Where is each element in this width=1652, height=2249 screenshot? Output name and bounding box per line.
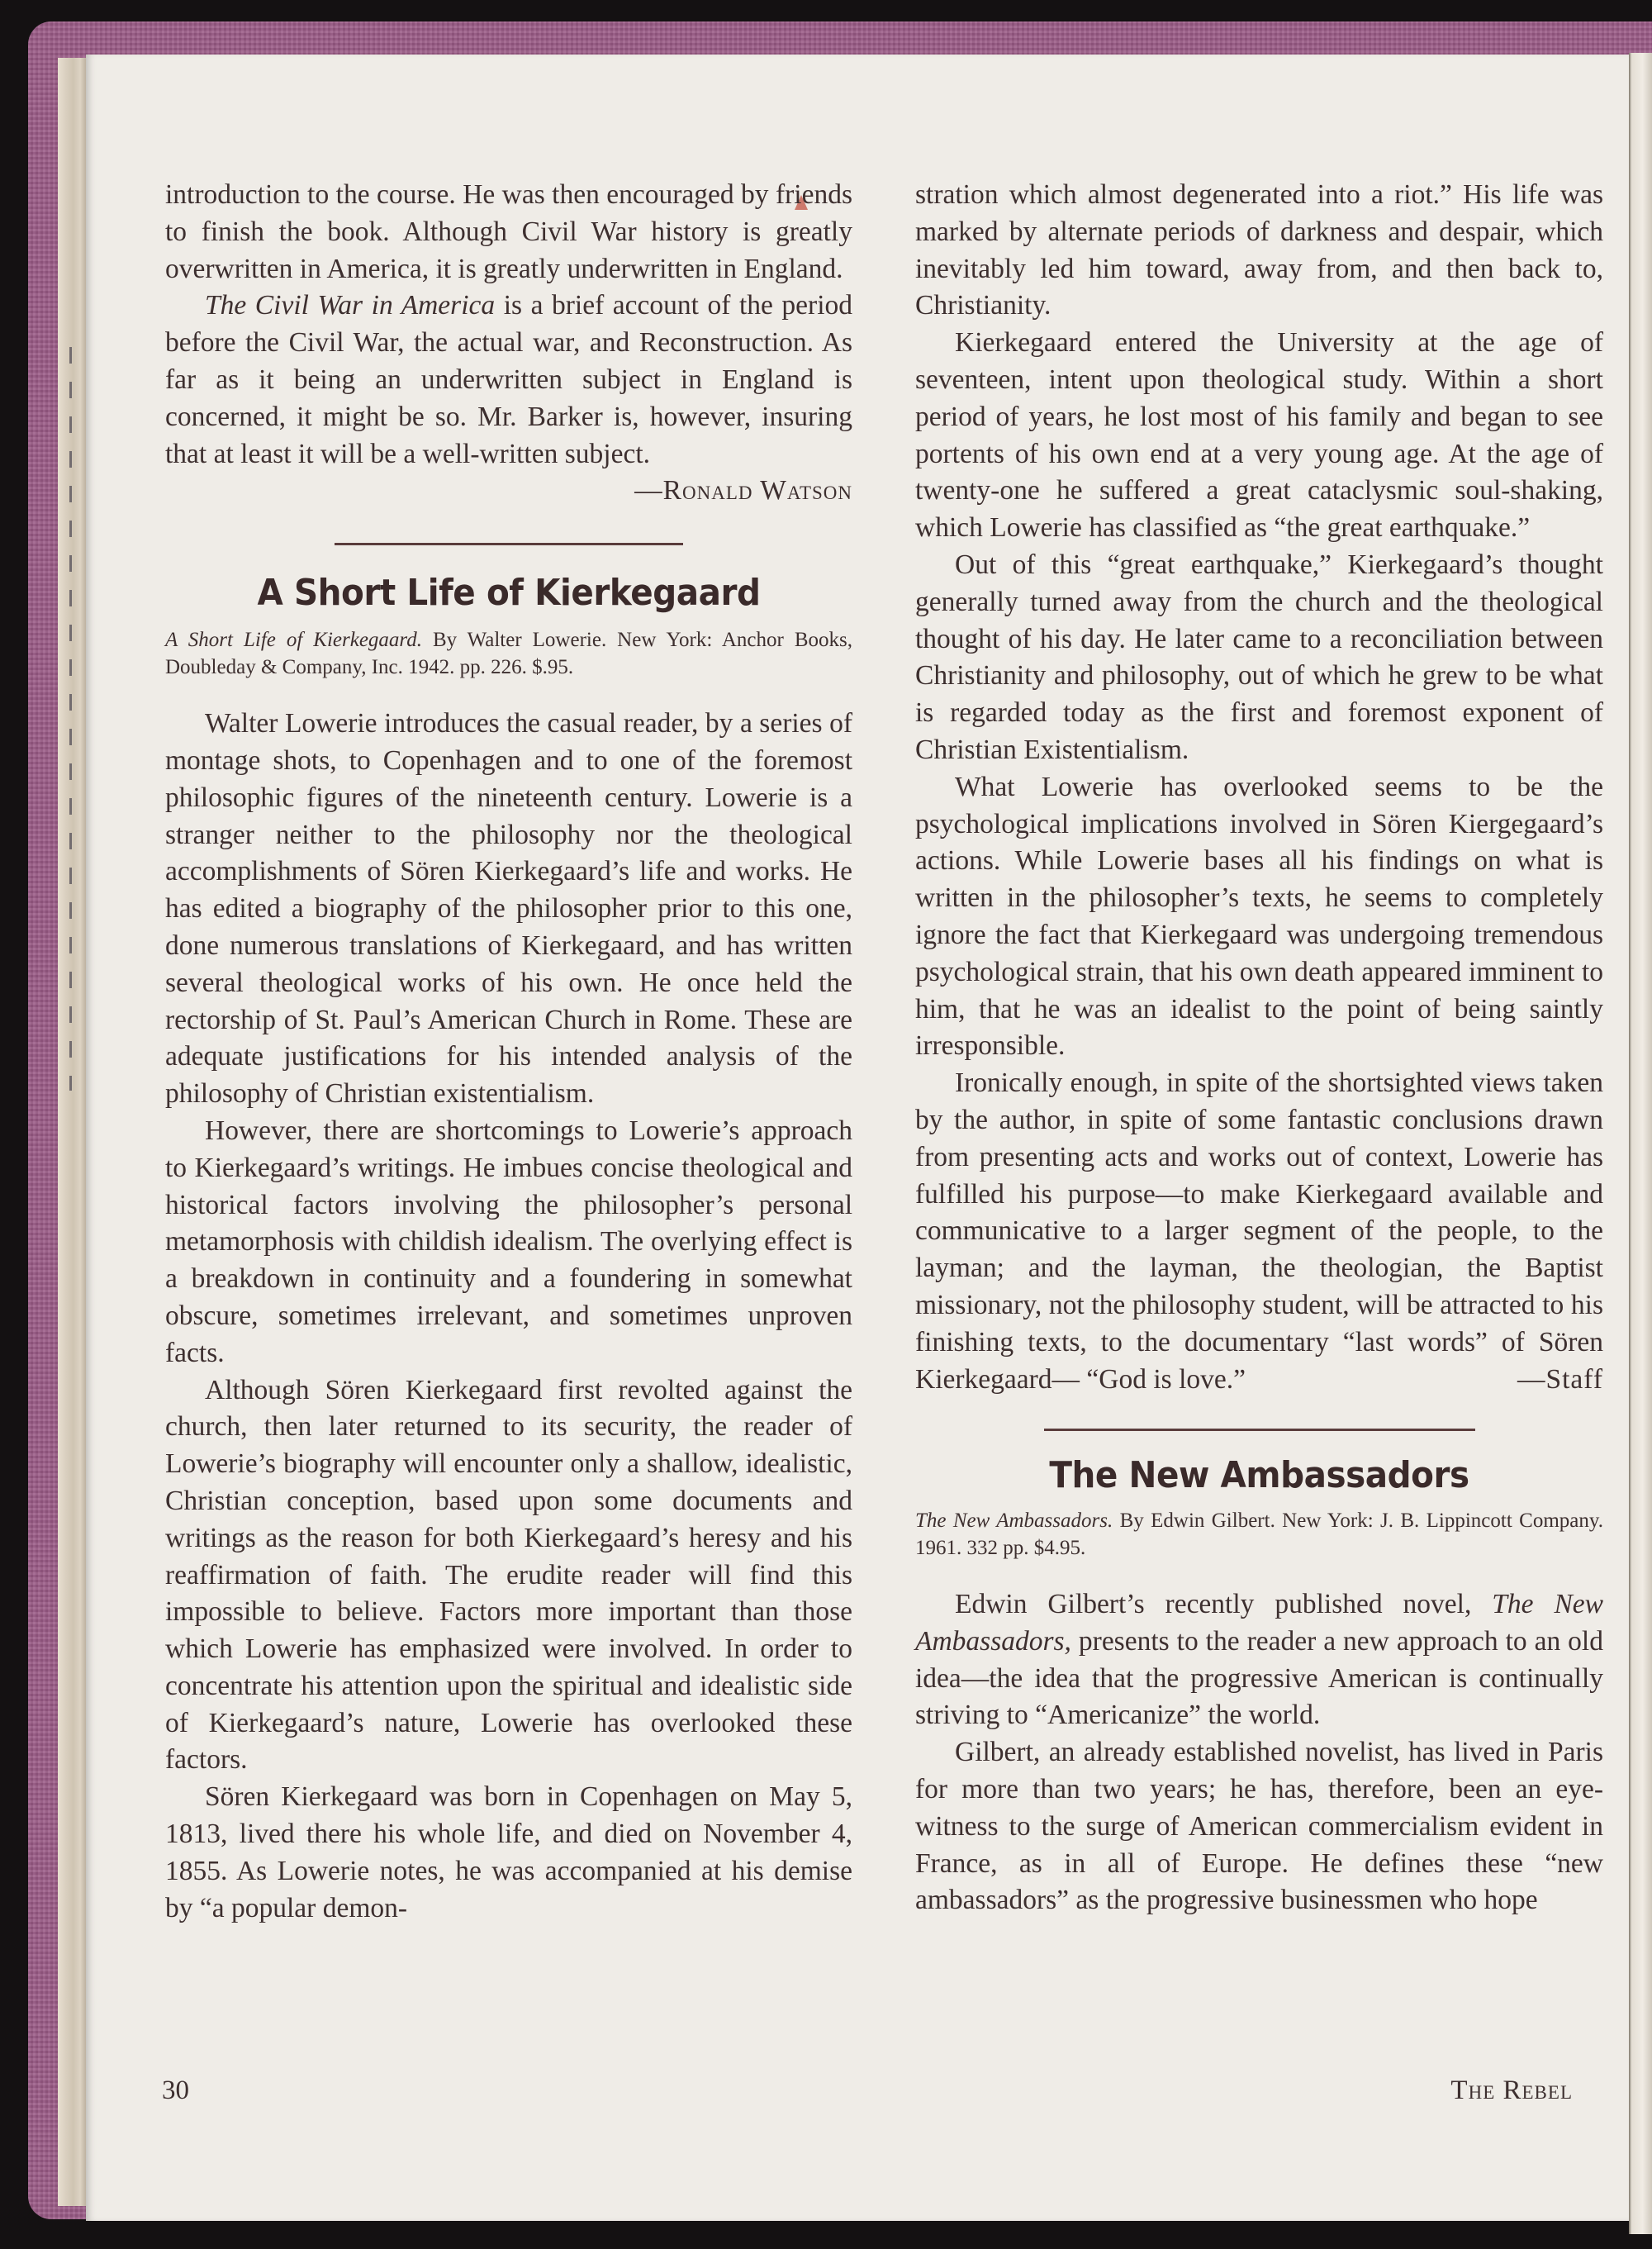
book-title-italic: The Civil War in America xyxy=(205,290,496,321)
paragraph: However, there are shortcomings to Lowerie’s approach to Kierkegaard’s writings. He imbues concise theological and historical factors involving the philosopher’s personal metamorphosis with childish idealism. The overlying effect is a breakdown in continuity and a foundering in somewhat obscure, sometimes irrelevant, and sometimes unproven facts. xyxy=(165,1115,852,1368)
review-title: The New Ambassadors xyxy=(1049,1454,1469,1497)
book-citation xyxy=(165,626,852,681)
citation-title: A Short Life of Kierkegaard. xyxy=(165,629,422,652)
citation-title: The New Ambassadors. xyxy=(915,1510,1113,1533)
citation-details: By Edwin Gilbert. New York: J. B. Lippincott Company. 1961. 332 pp. $4.95. xyxy=(915,1510,1603,1560)
paragraph: stration which almost degenerated into a riot.” His life was marked by alternate periods of darkness and despair, which inevitably led him toward, away from, and then back to, Christianity. xyxy=(915,179,1603,321)
paragraph xyxy=(165,288,852,473)
paragraph: Kierkegaard entered the University at the age of seventeen, intent upon theological study. Within a short period of years, he lost most of his family and began to see portents of his own end at a very young age. At the age of twenty-one he suffered a great cataclysmic soul-shaking, which Lowerie has classified as “the great earthquake.” xyxy=(915,327,1603,544)
right-column xyxy=(915,177,1603,1919)
paragraph xyxy=(915,1586,1603,1734)
paragraph-text: presents to the reader a new approach to an old idea—the idea that the progressive American is continually striving to “Americanize” the world. xyxy=(915,1625,1603,1731)
paragraph: introduction to the course. He was then encouraged by friends to finish the book. Although Civil War history is greatly overwritten in America, it is greatly underwritten in England. xyxy=(165,179,852,284)
paragraph-text: is a brief account of the period before the Civil War, the actual war, and Reconstruction. As far as it being an underwritten subject in England is concerned, it might be so. Mr. Barker is, however, insuring that at least it will be a well-written subject. xyxy=(165,290,852,469)
left-column xyxy=(165,177,852,1927)
review-title: A Short Life of Kierkegaard xyxy=(257,572,761,615)
paragraph: Walter Lowerie introduces the casual reader, by a series of montage shots, to Copenhagen and to one of the foremost philosophic figures of the nineteenth century. Lowerie is a stranger neither to the philosophy nor the theological accomplishments of Sören Kierkegaard’s life and works. He has edited a biography of the philosopher prior to this one, done numerous translations of Kierkegaard, and has written several theological works of his own. He once held the rectorship of St. Paul’s American Church in Rome. These are adequate justifications for his intended analysis of the philosophy of Christian existentialism. xyxy=(165,708,852,1110)
journal-name: The Rebel xyxy=(1450,2075,1573,2105)
page-stack-edge-left xyxy=(58,58,88,2206)
paragraph-text: Edwin Gilbert’s recently published novel, xyxy=(955,1589,1493,1620)
paragraph: Ironically enough, in spite of the shortsighted views taken by the author, in spite of some fantastic conclusions drawn from presenting acts and works out of context, Lowerie has fulfilled his purpose—to make Kierkegaard available and communicative to a larger segment of the people, to the layman; and the layman, the theologian, the Baptist missionary, not the philosophy student, will be attracted to his finishing texts, to the documentary “last words” of Sören Kierkegaard— “God is love.” xyxy=(915,1067,1603,1395)
paragraph: Gilbert, an already established novelist, has lived in Paris for more than two years; he has, therefore, been an eye-witness to the surge of American commercialism evident in France, as in all of Europe. He defines these “new ambassadors” as the progressive businessmen who hope xyxy=(915,1737,1603,1916)
paragraph: Out of this “great earthquake,” Kierkegaard’s thought generally turned away from the church and the theological thought of his day. He later came to a reconciliation between Christianity and philosophy, out of which he grew to be what is regarded today as the first and foremost exponent of Christian Existentialism. xyxy=(915,549,1603,765)
page-stack-edge-right xyxy=(1629,53,1652,2234)
reviewer-signature: —Ronald Watson xyxy=(634,475,852,506)
book-citation xyxy=(915,1507,1603,1562)
reviewer-signature: —Staff xyxy=(1517,1364,1603,1396)
paragraph: What Lowerie has overlooked seems to be the psychological implications involved in Sören Kiergegaard’s actions. While Lowerie bases all his findings on what is written in the philosopher’s texts, he seems to completely ignore the fact that Kierkegaard was undergoing tremendous psychological strain, that his own death appeared imminent to him, that he was an idealist to the point of being saintly irresponsible. xyxy=(915,771,1603,1062)
book-title-italic: The New Ambassadors, xyxy=(915,1589,1603,1657)
citation-details: By Walter Lowerie. New York: Anchor Books, Doubleday & Company, Inc. 1942. pp. 226. $.95. xyxy=(165,629,852,679)
page-number: 30 xyxy=(162,2075,189,2105)
paragraph: Sören Kierkegaard was born in Copenhagen on May 5, 1813, lived there his whole life, and died on November 4, 1855. As Lowerie notes, he was accompanied at his demise by “a popular demon- xyxy=(165,1781,852,1923)
paragraph: Although Sören Kierkegaard first revolted against the church, then later returned to its security, the reader of Lowerie’s biography will encounter only a shallow, idealistic, Christian conception, based upon some documents and writings as the reason for both Kierkegaard’s heresy and his reaffirmation of faith. The erudite reader will find this impossible to believe. Factors more important than those which Lowerie has emphasized were involved. In order to concentrate his attention upon the spiritual and idealistic side of Kierkegaard’s nature, Lowerie has overlooked these factors. xyxy=(165,1374,852,1776)
